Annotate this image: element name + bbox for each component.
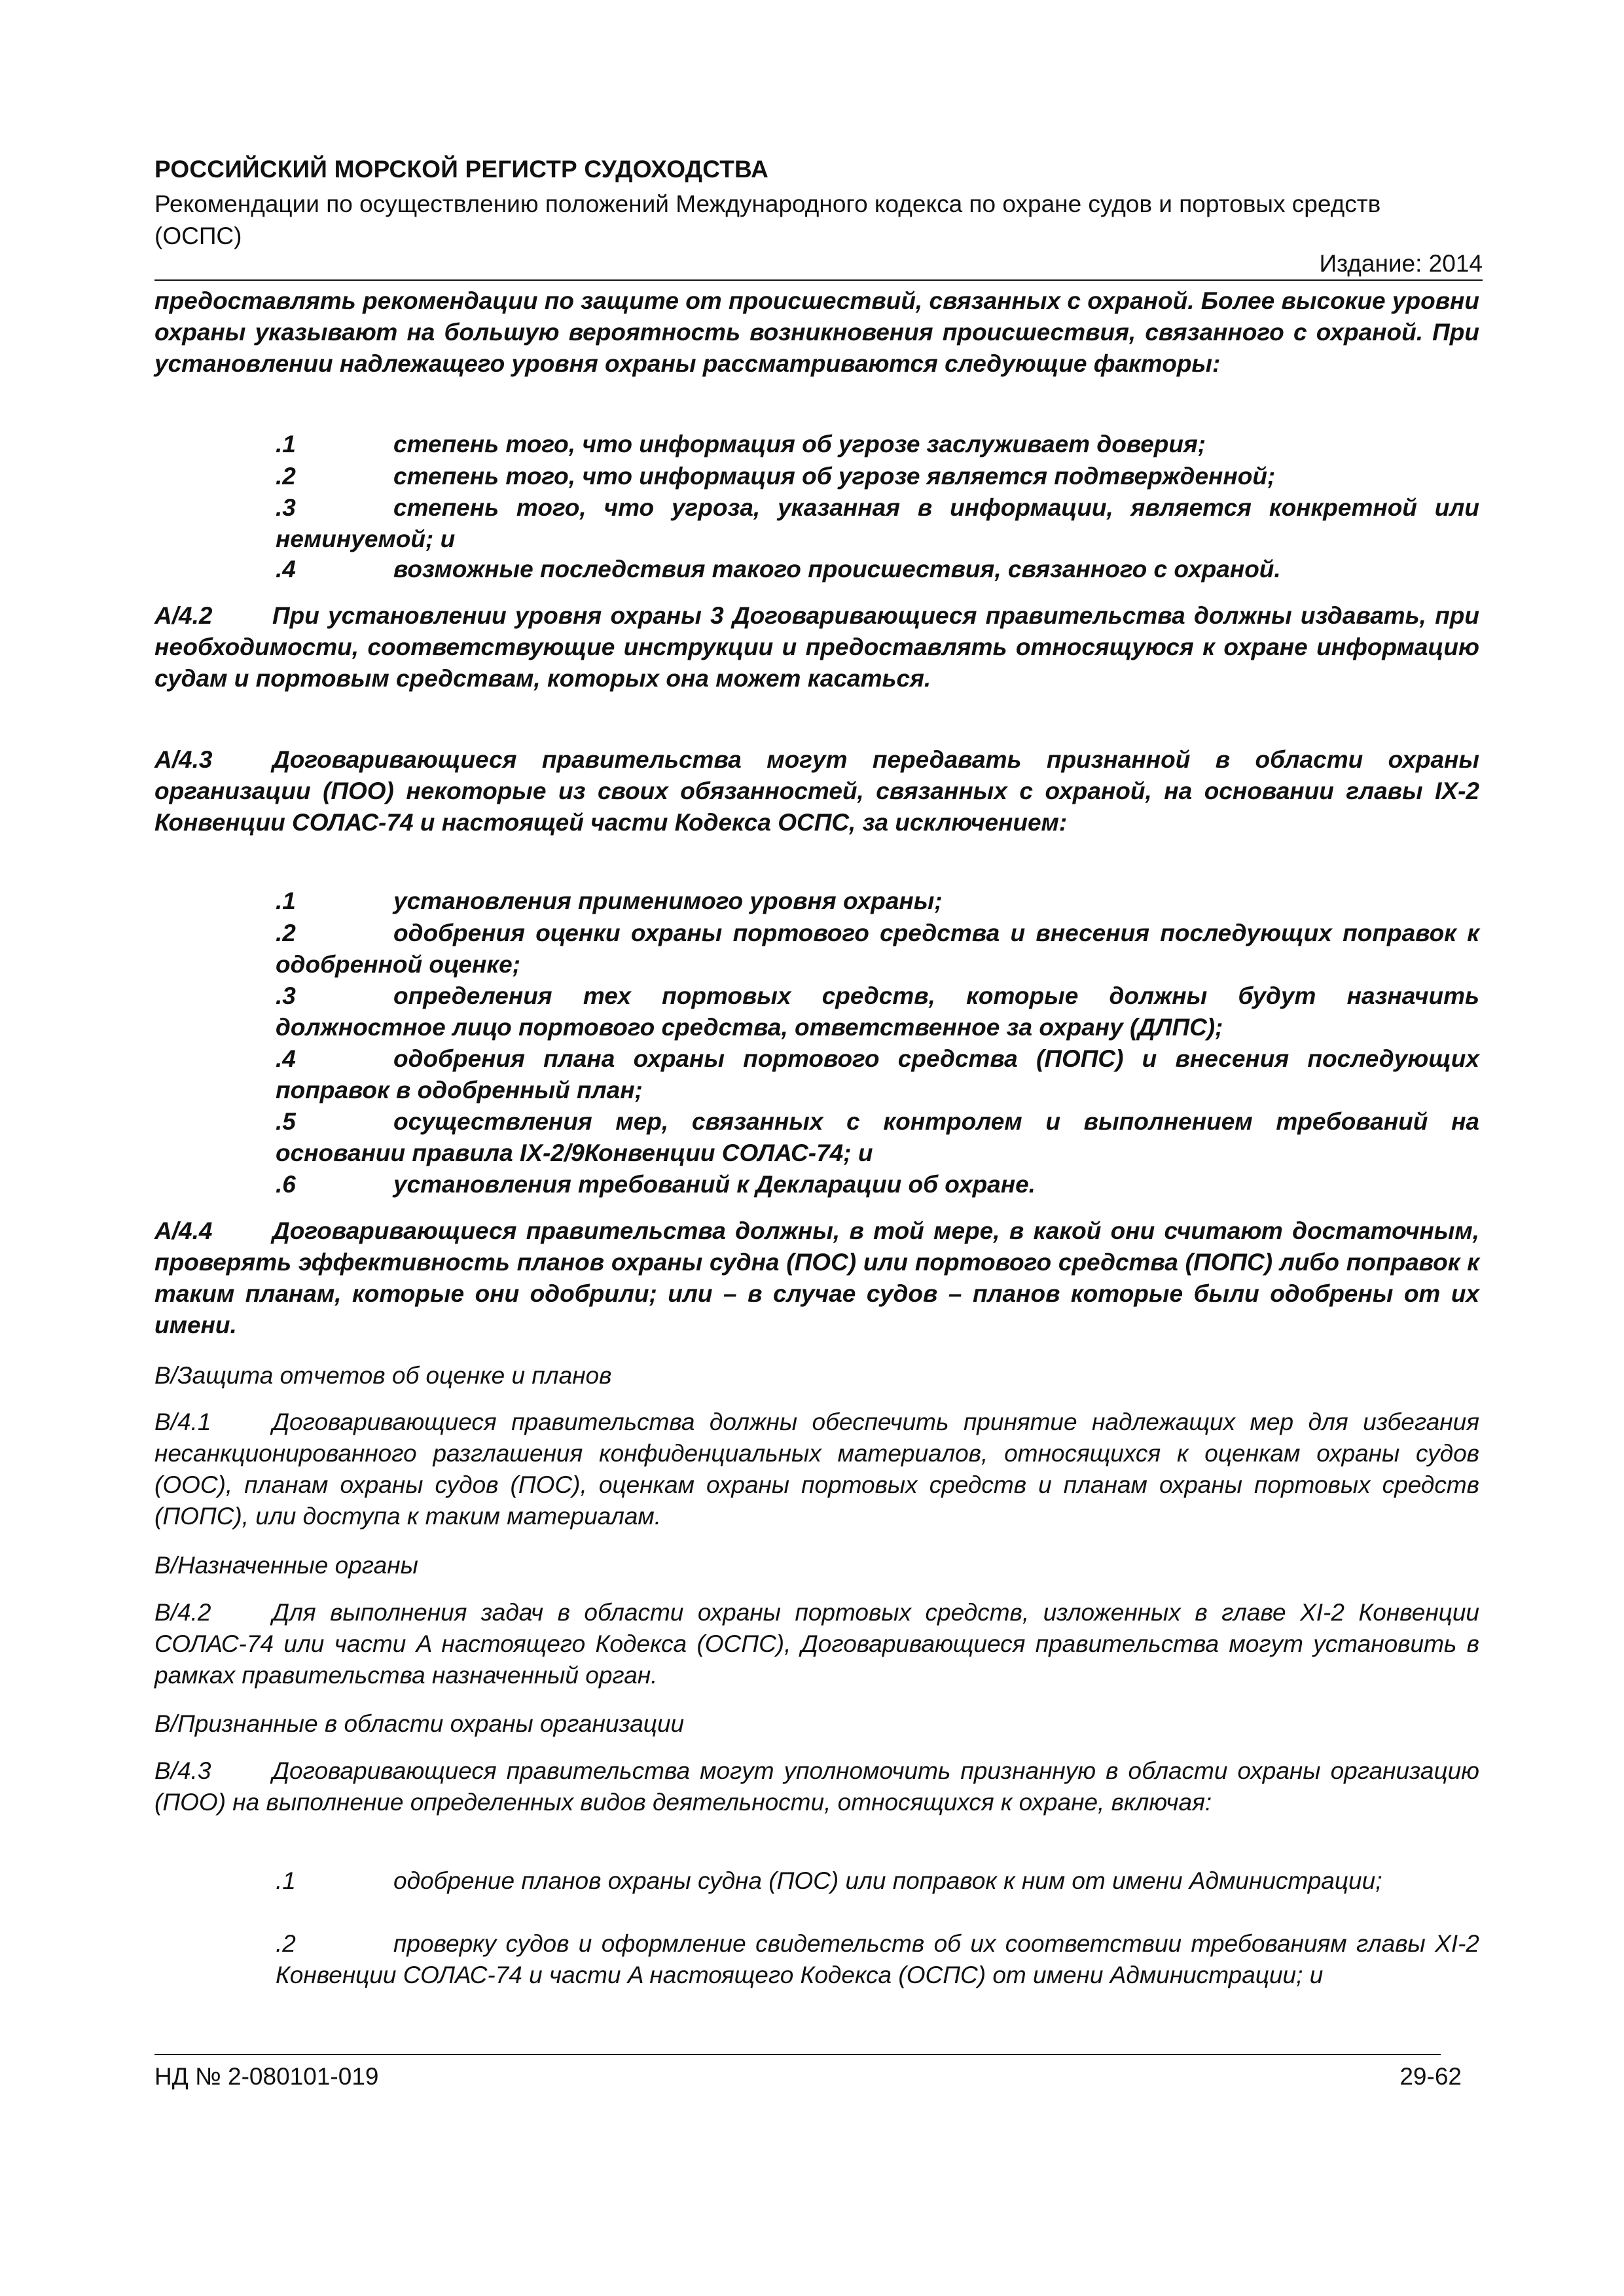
list-text: определения тех портовых средств, которые должны будут назначить должностное лицо портового средства, ответственное за охрану (ДЛПС); [276, 982, 1479, 1041]
list-item [276, 980, 1479, 1043]
header-divider [154, 279, 1483, 281]
list-number: .2 [276, 920, 296, 946]
subheading-authorities: B/Назначенные органы [154, 1552, 418, 1579]
list-item [276, 429, 1479, 460]
list-text: степень того, что информация об угрозе заслуживает доверия; [393, 431, 1206, 457]
section-text: Договаривающиеся правительства могут уполномочить признанную в области охраны организацию (ПОО) на выполнение определенных видов деятельности, относящихся к охране, включая: [154, 1757, 1479, 1816]
list-item [276, 1928, 1479, 1991]
list-item [276, 492, 1479, 555]
section-text: При установлении уровня охраны 3 Договаривающиеся правительства должны издавать, при необходимости, соответствующие инструкции и предоставлять относящуюся к охране информацию судам и портовым средствам, которых она может касаться. [154, 602, 1479, 692]
list-text: степень того, что угроза, указанная в информации, является конкретной или неминуемой; и [276, 494, 1479, 552]
list-number: .6 [276, 1171, 296, 1198]
list-text: проверку судов и оформление свидетельств об их соответствии требованиям главы XI-2 Конвенции СОЛАС-74 и части A настоящего Кодекса (ОСПС) от имени Администрации; и [276, 1930, 1479, 1988]
list-number: .2 [276, 463, 296, 490]
list-number: .3 [276, 494, 296, 521]
list-item [276, 1865, 1479, 1897]
section-tag: B/4.1 [154, 1408, 211, 1435]
list-text: одобрение планов охраны судна (ПОС) или поправок к ним от имени Администрации; [393, 1867, 1382, 1894]
section-tag: A/4.4 [154, 1217, 213, 1244]
organization-title: РОССИЙСКИЙ МОРСКОЙ РЕГИСТР СУДОХОДСТВА [154, 156, 769, 183]
list-text: установления требований к Декларации об охране. [393, 1171, 1036, 1198]
intro-paragraph: предоставлять рекомендации по защите от происшествий, связанных с охраной. Более высокие уровни охраны указывают на большую вероятность возникновения происшествия, связанного с охраной. При установлении надлежащего уровня охраны рассматриваются следующие факторы: [154, 287, 1479, 377]
document-subtitle: Рекомендации по осуществлению положений Международного кодекса по охране судов и портовых средств (ОСПС) [154, 190, 1381, 249]
list-number: .2 [276, 1930, 296, 1957]
list-item [276, 918, 1479, 980]
subheading-rso: B/Признанные в области охраны организации [154, 1710, 685, 1737]
section-a44 [154, 1215, 1479, 1341]
list-number: .3 [276, 982, 296, 1009]
edition-label: Издание: 2014 [1319, 250, 1483, 277]
section-text: Для выполнения задач в области охраны портовых средств, изложенных в главе XI-2 Конвенции СОЛАС-74 или части A настоящего Кодекса (ОСПС), Договаривающиеся правительства могут установить в рамках правительства назначенный орган. [154, 1599, 1479, 1689]
list-text: одобрения плана охраны портового средства (ПОПС) и внесения последующих поправок в одобренный план; [276, 1045, 1479, 1103]
list-text: осуществления мер, связанных с контролем и выполнением требований на основании правила IX-2/9Конвенции СОЛАС-74; и [276, 1108, 1479, 1166]
subheading-protection: B/Защита отчетов об оценке и планов [154, 1362, 612, 1389]
list-item [276, 461, 1479, 492]
list-text: возможные последствия такого происшествия, связанного с охраной. [393, 556, 1281, 583]
section-a42 [154, 600, 1479, 694]
section-b41 [154, 1407, 1479, 1532]
list-item [276, 1169, 1479, 1200]
section-a43 [154, 744, 1479, 838]
list-number: .5 [276, 1108, 296, 1135]
section-tag: B/4.2 [154, 1599, 211, 1626]
section-tag: A/4.2 [154, 602, 213, 629]
section-text: Договаривающиеся правительства должны, в той мере, в какой они считают достаточным, проверять эффективность планов охраны судна (ПОС) или портового средства (ПОПС) либо поправок к таким планам, которые они одобрили; или – в случае судов – планов которые были одобрены от их имени. [154, 1217, 1479, 1338]
section-b42 [154, 1597, 1479, 1691]
section-text: Договаривающиеся правительства могут передавать признанной в области охраны организации (ПОО) некоторые из своих обязанностей, связанных с охраной, на основании главы IX-2 Конвенции СОЛАС-74 и настоящей части Кодекса ОСПС, за исключением: [154, 746, 1479, 836]
list-number: .4 [276, 556, 296, 583]
list-text: установления применимого уровня охраны; [393, 888, 943, 914]
list-number: .1 [276, 431, 296, 457]
list-item [276, 886, 1479, 917]
list-item [276, 1043, 1479, 1106]
page-number: 29-62 [1399, 2063, 1462, 2090]
document-number: НД № 2-080101-019 [154, 2063, 379, 2090]
footer-divider [154, 2054, 1441, 2055]
list-item [276, 554, 1479, 585]
section-b43 [154, 1755, 1479, 1818]
list-number: .1 [276, 1867, 296, 1894]
list-text: степень того, что информация об угрозе является подтвержденной; [393, 463, 1276, 490]
section-tag: B/4.3 [154, 1757, 211, 1784]
section-tag: A/4.3 [154, 746, 213, 773]
list-number: .1 [276, 888, 296, 914]
list-item [276, 1106, 1479, 1169]
list-number: .4 [276, 1045, 296, 1072]
section-text: Договаривающиеся правительства должны обеспечить принятие надлежащих мер для избегания несанкционированного разглашения конфиденциальных материалов, относящихся к оценкам охраны судов (ООС), планам охраны судов (ПОС), оценкам охраны портовых средств и планам охраны портовых средств (ПОПС), или доступа к таким материалам. [154, 1408, 1479, 1530]
list-text: одобрения оценки охраны портового средства и внесения последующих поправок к одобренной оценке; [276, 920, 1479, 978]
